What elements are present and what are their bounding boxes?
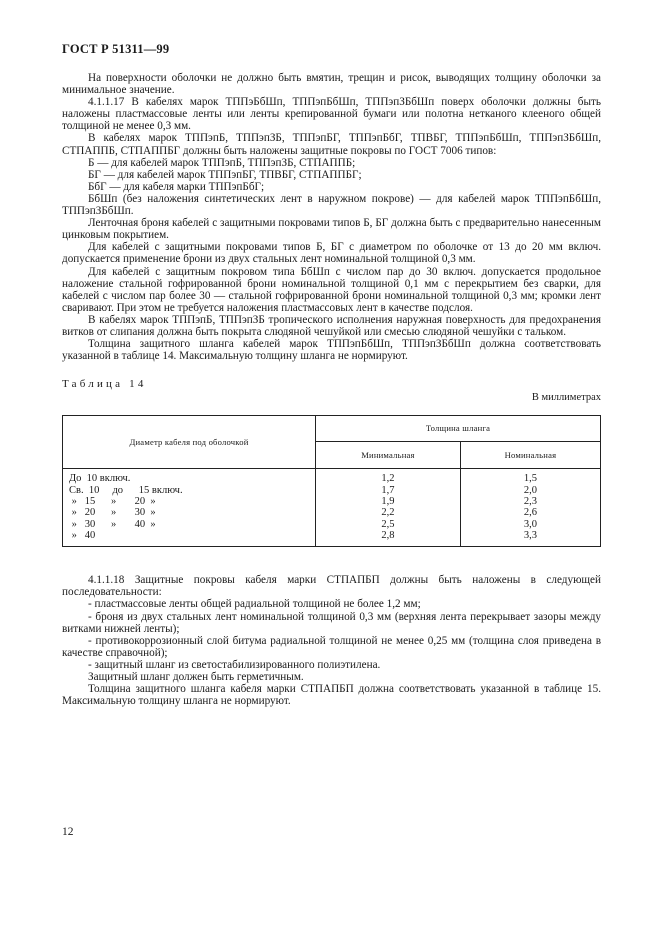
table-cell-nominal: 2,0 <box>523 484 537 496</box>
table-cell-minimum: 1,7 <box>381 484 395 496</box>
paragraph: Для кабелей с защитными покровами типов Б, БГ с диаметром по оболочке от 13 до 20 мм включ. допускается применение брони из двух стальных лент номинальной толщиной 0,3 мм. <box>62 241 601 266</box>
paragraph: Ленточная броня кабелей с защитными покровами типов Б, БГ должна быть с предварительно нанесенным цинковым покрытием. <box>62 217 601 242</box>
paragraph: Толщина защитного шланга кабеля марки СТПАПБП должна соответствовать указанной в таблице 15. Максимальную толщину шланга не нормируют. <box>62 683 601 708</box>
list-item: - защитный шланг из светостабилизированного полиэтилена. <box>88 658 381 671</box>
table-units: В миллиметрах <box>531 392 601 404</box>
column-header-diameter: Диаметр кабеля под оболочкой <box>63 416 316 469</box>
minimum-column <box>316 469 461 547</box>
paragraph: БбШп (без наложения синтетических лент в наружном покрове) — для кабелей марок ТППэпБбШп, ТППэпЗБбШп. <box>62 192 601 218</box>
table-cell-nominal: 2,3 <box>523 496 537 508</box>
paragraph: 4.1.1.18 Защитные покровы кабеля марки СТПАПБП должны быть наложены в следующей последовательности: <box>62 574 601 599</box>
table-cell-nominal: 1,5 <box>523 473 537 485</box>
table-cell-minimum: 1,2 <box>381 473 395 485</box>
table-cell-nominal: 2,6 <box>523 507 537 519</box>
table-title: Таблица 14 <box>62 378 147 391</box>
thickness-table <box>62 415 601 547</box>
paragraph: В кабелях марок ТППэпБ, ТППэпЗБ, ТППэпБГ, ТППэпБбГ, ТПВБГ, ТППэпБбШп, ТППэпЗБбШп, СТПАППБ, СТПАППБГ должны быть наложены защитные покровы по ГОСТ 7006 типов: <box>62 132 601 157</box>
list-item: - броня из двух стальных лент номинальной толщиной 0,3 мм (верхняя лента перекрывает зазоры между витками нижней ленты); <box>62 610 601 635</box>
table-cell-minimum: 2,2 <box>381 507 395 519</box>
table-cell-diameter: » 40 <box>69 529 96 541</box>
paragraph: Толщина защитного шланга кабелей марок ТППэпБбШп, ТППэпЗБбШп должна соответствовать указанной в таблице 14. Максимальную толщину шланга не нормируют. <box>62 338 601 363</box>
paragraph: Б — для кабелей марок ТППэпБ, ТППэпЗБ, СТПАППБ; <box>88 156 356 169</box>
column-header-nominal: Номинальная <box>460 442 600 469</box>
paragraph: Защитный шланг должен быть герметичным. <box>88 670 304 683</box>
paragraph: БбГ — для кабеля марки ТППэпБбГ; <box>88 180 265 193</box>
page-content <box>62 72 601 707</box>
table-cell-nominal: 3,0 <box>523 518 537 530</box>
diameter-column <box>63 469 316 547</box>
column-header-minimum: Минимальная <box>316 442 461 469</box>
column-header-thickness: Толщина шланга <box>316 416 601 442</box>
list-item: - пластмассовые ленты общей радиальной толщиной не более 1,2 мм; <box>88 598 421 611</box>
table-cell-diameter: До 10 включ. <box>69 473 131 485</box>
paragraph: БГ — для кабелей марок ТППэпБГ, ТПВБГ, СТПАППБГ; <box>88 168 362 181</box>
table-cell-minimum: 2,5 <box>381 518 395 530</box>
table-cell-minimum: 1,9 <box>381 496 395 508</box>
section-4-1-1-18 <box>62 574 601 707</box>
table-cell-diameter: Св. 10 до 15 включ. <box>69 484 183 496</box>
table-cell-diameter: » 20 » 30 » <box>69 507 156 519</box>
nominal-column <box>460 469 600 547</box>
table-cell-diameter: » 15 » 20 » <box>69 496 156 508</box>
table-cell-nominal: 3,3 <box>523 529 537 541</box>
document-header: ГОСТ Р 51311—99 <box>62 42 170 56</box>
paragraph: 4.1.1.17 В кабелях марок ТППэБбШп, ТППэпБбШп, ТППэпЗБбШп поверх оболочки должны быть наложены пластмассовые ленты или ленты крепированной бумаги или полотна нетканого клееного общей толщиной не менее 0,3 мм. <box>62 96 601 133</box>
page-number: 12 <box>62 826 74 838</box>
paragraph: В кабелях марок ТППэпБ, ТППэпЗБ тропического исполнения наружная поверхность для предохранения витков от слипания должна быть покрыта слюдяной чешуйкой или смесью слюдяной чешуйки с тальком. <box>62 313 601 338</box>
table-cell-diameter: » 30 » 40 » <box>69 518 156 530</box>
table-cell-minimum: 2,8 <box>381 529 395 541</box>
paragraph: Для кабелей с защитным покровом типа БбШп с числом пар до 30 включ. допускается продольное наложение стальной гофрированной брони номинальной толщиной 0,1 мм с перекрытием без сварки, для кабелей с числом пар более 30 — стальной гофрированной брони номинальной толщиной 0,3 мм; кромки лент сваривают. При этом не требуется наложения пластмассовых лент в качестве подслоя. <box>62 265 601 314</box>
list-item: - противокоррозионный слой битума радиальной толщиной не менее 0,25 мм (толщина слоя приведена в качестве справочной); <box>62 634 601 659</box>
paragraph: На поверхности оболочки не должно быть вмятин, трещин и рисок, выводящих толщину оболочки за минимальное значение. <box>62 72 601 97</box>
